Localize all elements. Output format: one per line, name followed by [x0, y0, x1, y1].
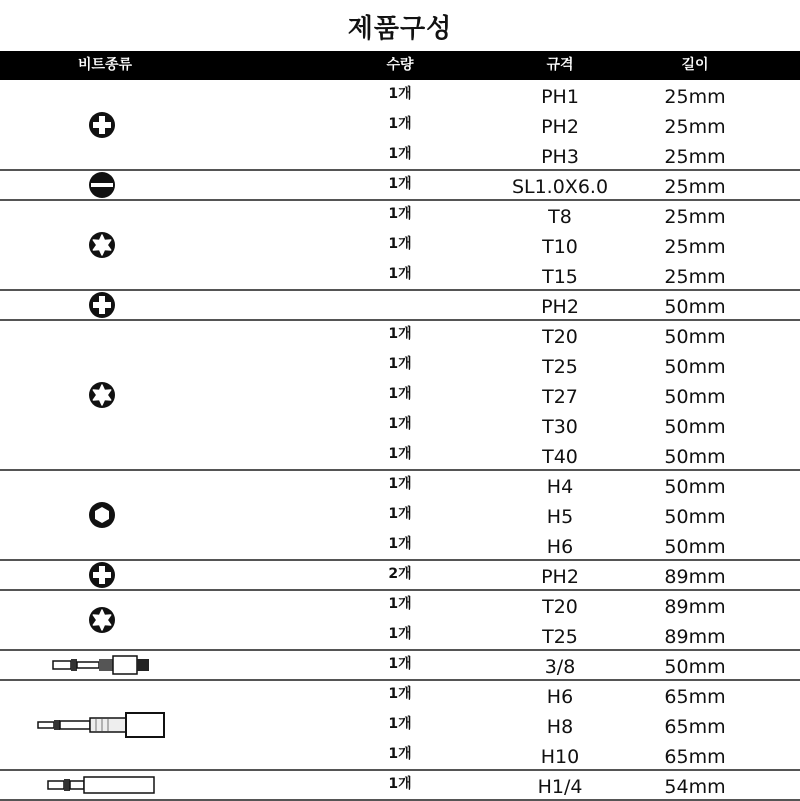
- header-length: 길이: [681, 57, 709, 73]
- length-cell: 50mm: [664, 296, 726, 318]
- length-cell: 50mm: [664, 506, 726, 528]
- qty-cell: 1개: [388, 686, 412, 702]
- length-cell: 50mm: [664, 326, 726, 348]
- bit-group: [0, 291, 800, 321]
- length-cell: 50mm: [664, 356, 726, 378]
- spec-cell: T27: [542, 386, 578, 408]
- spec-cell: PH3: [541, 146, 579, 168]
- table-row: [0, 711, 800, 741]
- length-cell: 50mm: [664, 656, 726, 678]
- spec-cell: T20: [542, 596, 578, 618]
- spec-cell: T20: [542, 326, 578, 348]
- table-row: [0, 501, 800, 531]
- table-row: [0, 621, 800, 651]
- spec-cell: H8: [546, 716, 574, 738]
- bit-group: [0, 321, 800, 471]
- table-row: [0, 591, 800, 621]
- table-row: [0, 381, 800, 411]
- spec-cell: T8: [548, 206, 572, 228]
- table-row: [0, 141, 800, 171]
- length-cell: 89mm: [664, 596, 726, 618]
- length-cell: 25mm: [664, 236, 726, 258]
- qty-cell: 1개: [388, 476, 412, 492]
- length-cell: 89mm: [664, 626, 726, 648]
- length-cell: 89mm: [664, 566, 726, 588]
- table-row: [0, 231, 800, 261]
- length-cell: 65mm: [664, 746, 726, 768]
- qty-cell: 1개: [388, 596, 412, 612]
- qty-cell: 1개: [388, 626, 412, 642]
- header-bit-type: 비트종류: [77, 57, 133, 73]
- length-cell: 25mm: [664, 116, 726, 138]
- length-cell: 65mm: [664, 686, 726, 708]
- spec-cell: PH2: [541, 566, 579, 588]
- spec-cell: T40: [542, 446, 578, 468]
- qty-cell: 1개: [388, 536, 412, 552]
- table-row: [0, 441, 800, 471]
- qty-cell: 1개: [388, 416, 412, 432]
- bit-group: [0, 771, 800, 801]
- qty-cell: 1개: [388, 776, 412, 792]
- spec-cell: T10: [542, 236, 578, 258]
- spec-cell: PH2: [541, 296, 579, 318]
- qty-cell: 1개: [388, 446, 412, 462]
- spec-cell: T30: [542, 416, 578, 438]
- length-cell: 65mm: [664, 716, 726, 738]
- spec-cell: H10: [540, 746, 580, 768]
- table-row: [0, 651, 800, 681]
- table-row: [0, 741, 800, 771]
- length-cell: 54mm: [664, 776, 726, 798]
- length-cell: 50mm: [664, 386, 726, 408]
- length-cell: 25mm: [664, 206, 726, 228]
- table-row: [0, 351, 800, 381]
- length-cell: 50mm: [664, 476, 726, 498]
- qty-cell: 1개: [388, 116, 412, 132]
- spec-cell: H4: [546, 476, 574, 498]
- qty-cell: 1개: [388, 356, 412, 372]
- table-row: [0, 561, 800, 591]
- header-spec: 규격: [546, 57, 574, 73]
- table-row: [0, 321, 800, 351]
- page-title: 제품구성: [347, 14, 453, 44]
- qty-cell: 1개: [388, 716, 412, 732]
- table-row: [0, 261, 800, 291]
- bit-group: [0, 651, 800, 681]
- spec-cell: T25: [542, 356, 578, 378]
- spec-cell: H5: [546, 506, 574, 528]
- spec-cell: H6: [546, 536, 574, 558]
- table-row: [0, 81, 800, 111]
- table-row: [0, 291, 800, 321]
- bit-group: [0, 561, 800, 591]
- qty-cell: 1개: [388, 506, 412, 522]
- table-header: [0, 51, 800, 80]
- length-cell: 25mm: [664, 266, 726, 288]
- spec-cell: PH1: [541, 86, 579, 108]
- table-row: [0, 111, 800, 141]
- length-cell: 25mm: [664, 176, 726, 198]
- qty-cell: 1개: [388, 746, 412, 762]
- qty-cell: 1개: [388, 86, 412, 102]
- bit-group: [0, 81, 800, 171]
- length-cell: 25mm: [664, 86, 726, 108]
- length-cell: 50mm: [664, 536, 726, 558]
- length-cell: 25mm: [664, 146, 726, 168]
- table-row: [0, 771, 800, 801]
- header-qty: 수량: [386, 57, 414, 73]
- table-row: [0, 531, 800, 561]
- table-row: [0, 171, 800, 201]
- qty-cell: 1개: [388, 236, 412, 252]
- length-cell: 50mm: [664, 416, 726, 438]
- qty-cell: 1개: [388, 266, 412, 282]
- bit-group: [0, 471, 800, 561]
- bit-group: [0, 591, 800, 651]
- qty-cell: 1개: [388, 206, 412, 222]
- table-row: [0, 201, 800, 231]
- spec-cell: 3/8: [544, 656, 576, 678]
- table-row: [0, 471, 800, 501]
- qty-cell: 1개: [388, 656, 412, 672]
- qty-cell: 1개: [388, 386, 412, 402]
- table-row: [0, 681, 800, 711]
- bit-group: [0, 201, 800, 291]
- spec-cell: H1/4: [537, 776, 583, 798]
- spec-cell: T15: [542, 266, 578, 288]
- qty-cell: 1개: [388, 146, 412, 162]
- qty-cell: 1개: [388, 326, 412, 342]
- spec-cell: T25: [542, 626, 578, 648]
- qty-cell: 1개: [388, 176, 412, 192]
- spec-cell: PH2: [541, 116, 579, 138]
- spec-cell: SL1.0X6.0: [511, 176, 609, 198]
- bit-group: [0, 171, 800, 201]
- qty-cell: 2개: [388, 566, 412, 582]
- bit-group: [0, 681, 800, 771]
- table-row: [0, 411, 800, 441]
- spec-cell: H6: [546, 686, 574, 708]
- length-cell: 50mm: [664, 446, 726, 468]
